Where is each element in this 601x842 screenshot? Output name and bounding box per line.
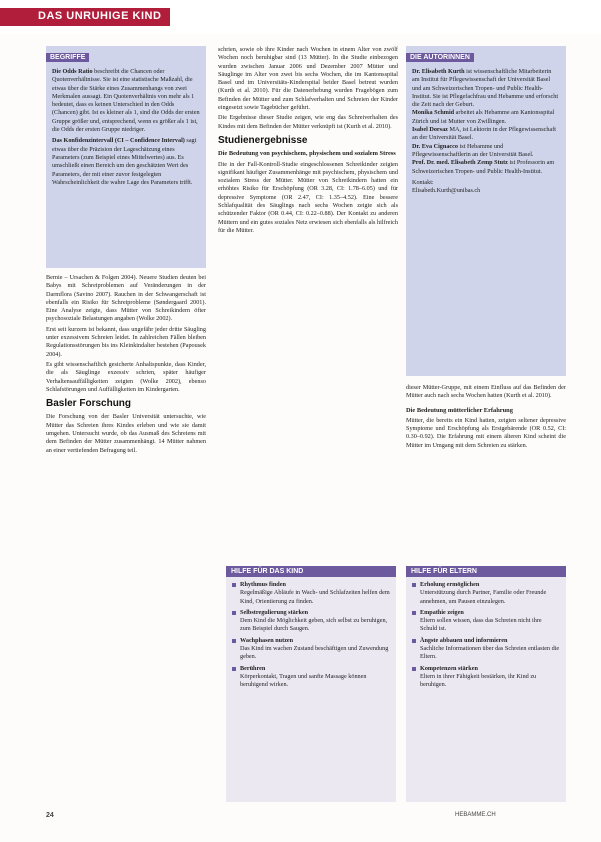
list-item: Erholung ermöglichen Unterstützung durch Partner, Familie oder Freunde annehmen, um Pausen einzulegen.: [412, 581, 560, 606]
author-1-text: ist wissenschaftliche Mitarbeiterin am Institut für Pflegewissenschaft der Universität Basel und am Schweizerischen Tropen- und Public Health-Institut. Sie ist Pflegefachfrau und Hebamme und erforscht die Zeit nach der Geburt.: [412, 68, 559, 109]
hilfe-kind-box: [226, 566, 396, 802]
list-item: Rhythmus finden Regelmäßige Abläufe in Wach- und Schlafzeiten helfen dem Kind, Orientierung zu finden.: [232, 581, 390, 606]
col2-para-1: schrien, sowie ob ihre Kinder nach Wochen in einem Alter von zwölf Wochen noch beruhigbar sind (13 Mütter). In die Studie einbezogen wurden zwischen Januar 2006 und Dezember 2007 Mütter und Säuglinge im Alter von zwei bis sechs Wochen, die im Kantonsspital Basel und im Universitäts-Kinderspital beider Basel betreut wurden (Kurth et al. 2010). Für die Datenerhebung wurden Fragebögen zum Befinden der Mütter und zum Schlafverhalten und Schreien der Kinder eingesetzt sowie Tagebücher geführt.: [218, 46, 398, 112]
page-header: [0, 0, 601, 34]
studienergebnisse-heading: Studienergebnisse: [218, 134, 308, 146]
col2-para-3: Die in der Fall-Kontroll-Studie eingeschlossenen Schreikinder zeigten signifikant häufiger Zusammenhänge mit psychischem, physischem und sozialem Stress der Mütter. Mütter von Schreikindern hatten ein erhöhtes Risiko für Erschöpfung (OR 3.28, CI: 1.78–6.05) und für depressive Symptome (OR 2.47, CI: 1.35–4.52). Eine bessere Schlafqualität des Säuglings nach sechs Wochen zeigte sich als schützender Faktor (OR 0.44, CI: 0.22–0.88). Der Kontakt zu anderen Müttern und ein gutes soziales Netz erwiesen sich ebenfalls als hilfreich für die Mütter.: [218, 160, 398, 234]
hilfe-eltern-list: [406, 577, 566, 697]
col1-para-1: Bernie – Ursachen & Folgen 2004). Neuere Studien deuten bei Babys mit Schreiproblemen auf Veränderungen in der Darmflora (Savino 2007). Rauchen in der Schwangerschaft ist ebenfalls ein Risiko für Schreiprobleme (Søndergaard 2001). Eine Analyse zeigte, dass Mütter von Schreikindern öfter psychosoziale Belastungen angaben (Wolke 2002).: [46, 274, 206, 323]
col1-para-3: Es gibt wissenschaftlich gesicherte Anhaltspunkte, dass Kinder, die als Säuglinge exzessiv schrien, später häufiger Verhaltensauffälligkeiten zeigten (Wolke 2002), ebenso Schlafstörungen und Auffälligkeiten im Kindergarten.: [46, 360, 206, 393]
column-3: [406, 384, 566, 554]
col2-para-2: Die Ergebnisse dieser Studie zeigen, wie eng das Schreiverhalten des Kindes mit dem Befinden der Mütter verknüpft ist (Kurth et al. 2010).: [218, 114, 398, 130]
col3-para-1: dieser Mütter-Gruppe, mit einem Einfluss auf das Befinden der Mütter auch nach sechs Wochen hatten (Kurth et al. 2010).: [406, 384, 566, 400]
erfahrung-subhead: Die Bedeutung mütterlicher Erfahrung: [406, 406, 513, 414]
begriffe-box: [46, 46, 206, 268]
autorinnen-label: DIE AUTORINNEN: [406, 53, 474, 62]
list-item: Wachphasen nutzen Das Kind im wachen Zustand beschäftigen und Zuwendung geben.: [232, 637, 390, 662]
contact-email[interactable]: Elisabeth.Kurth@unibas.ch: [412, 187, 481, 195]
author-5-name: Prof. Dr. med. Elisabeth Zemp Stutz: [412, 159, 508, 167]
hilfe-kind-label: HILFE FÜR DAS KIND: [226, 566, 396, 577]
col1-para-4: Die Forschung von der Basler Universität untersuchte, wie Mütter das Schreien ihres Kindes erleben und wie sie damit umgehen. Untersucht wurde, ob das Ausmaß des Schreiens mit dem Befinden der Mütter zusammenhängt. 14 Mütter nahmen an einer vertiefenden Befragung teil.: [46, 413, 206, 454]
odds-ratio-term: Die Odds Ratio: [52, 68, 93, 75]
author-3-name: Isabel Dorsaz: [412, 126, 448, 134]
list-item: Empathie zeigen Eltern sollen wissen, dass das Schreien nicht ihre Schuld ist.: [412, 609, 560, 634]
col1-para-2: Erst seit kurzem ist bekannt, dass ungefähr jeder dritte Säugling unter exzessivem Schreien leidet. In zahlreichen Fällen bleiben Regulationsstörungen bis ins Kleinkindalter bestehen (Papousek 2004).: [46, 325, 206, 358]
author-4-name: Dr. Eva Cignacco: [412, 142, 459, 150]
list-item: Selbstregulierung stärken Dem Kind die Möglichkeit geben, sich selbst zu beruhigen, zum Beispiel durch Saugen.: [232, 609, 390, 634]
hilfe-eltern-label: HILFE FÜR ELTERN: [406, 566, 566, 577]
author-2-name: Monika Schmid: [412, 109, 455, 117]
page-number: 24: [46, 812, 54, 819]
autorinnen-box: [406, 46, 566, 376]
contact-label: Kontakt:: [412, 178, 434, 186]
section-title: DAS UNRUHIGE KIND: [38, 10, 162, 22]
column-2: [218, 46, 398, 556]
col3-para-2: Mütter, die bereits ein Kind hatten, zeigten seltener depressive Symptome und Erschöpfung als Erstgebärende (OR 0.52, CI: 0.30–0.92). Die Erfahrung mit einem älteren Kind scheint die Mütter im Umgang mit dem Schreien zu stärken.: [406, 416, 566, 449]
author-5-text: ist Professorin am Schweizerischen Tropen- und Public Health-Institut.: [412, 159, 555, 175]
ci-text: sagt etwas über die Präzision der Lageschätzung eines Parameters (zum Beispiel eines Mittelwertes) aus. Es umschließt einen Bereich um den geschätzten Wert des Parameters, der mit einer zuvor festgelegten Wahrscheinlichkeit die wahre Lage des Parameters trifft.: [52, 137, 197, 186]
begriffe-label: BEGRIFFE: [46, 53, 89, 62]
begriffe-body: [46, 64, 206, 191]
basler-forschung-heading: Basler Forschung: [46, 398, 132, 410]
odds-ratio-text: beschreibt die Chancen oder Quotenverhältnisse. Sie ist eine statistische Maßzahl, die etwas über die Stärke eines Zusammenhangs von zwei Merkmalen aussagt. Ein Quotenverhältnis von mehr als 1 bedeutet, dass es keinen Unterschied in den Odds (Chancen) gibt. Ist es kleiner als 1, sind die Odds der ersten Gruppe größer und, entsprechend, wenn es größer als 1 ist, die Odds der ersten Gruppe niedriger.: [52, 68, 200, 134]
autorinnen-body: [406, 64, 566, 199]
list-item: Berühren Körperkontakt, Tragen und sanfte Massage können beruhigend wirken.: [232, 665, 390, 690]
hilfe-eltern-box: [406, 566, 566, 802]
author-3-text: MA, ist Lektorin in der Pflegewissenschaft an der Universität Basel.: [412, 126, 557, 142]
ci-term: Das Konfidenzintervall (CI – Confidence Interval): [52, 137, 185, 145]
author-2-text: arbeitet als Hebamme am Kantonsspital Zürich und ist Mutter von Zwillingen.: [412, 109, 555, 125]
author-1-name: Dr. Elisabeth Kurth: [412, 68, 465, 75]
column-1: [46, 274, 206, 804]
author-4-text: ist Hebamme und Pflegewissenschaftlerin an der Universität Basel.: [412, 142, 534, 158]
list-item: Kompetenzen stärken Eltern in ihrer Fähigkeit bestärken, ihr Kind zu beruhigen.: [412, 665, 560, 690]
magazine-name: HEBAMME.CH: [455, 812, 496, 818]
list-item: Ängste abbauen und informieren Sachliche Informationen über das Schreien entlasten die Eltern.: [412, 637, 560, 662]
hilfe-kind-list: [226, 577, 396, 697]
stress-subhead: Die Bedeutung von psychischem, physischem und sozialem Stress: [218, 150, 396, 158]
